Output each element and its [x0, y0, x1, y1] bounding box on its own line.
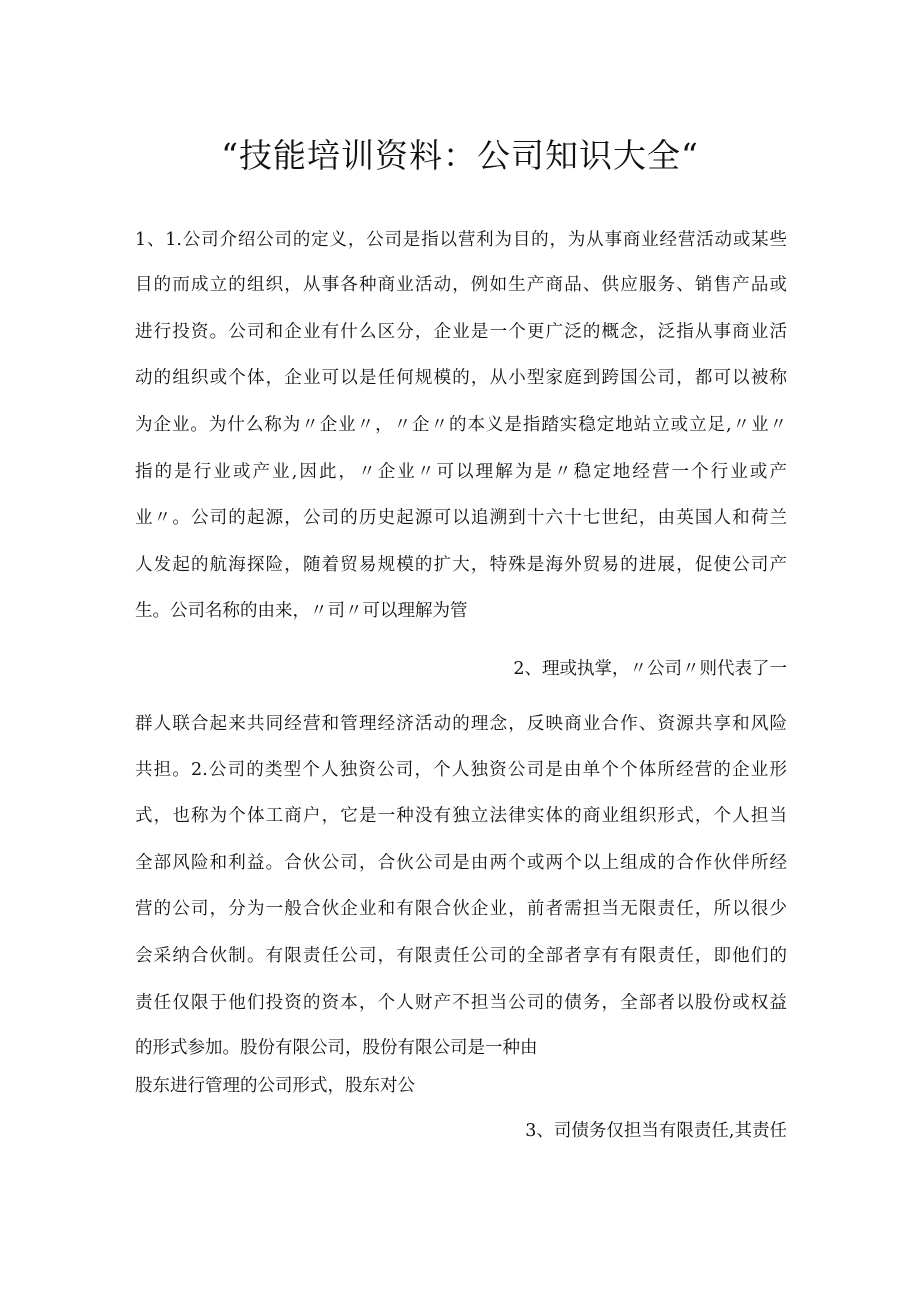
text-line: 目的而成立的组织，从事各种商业活动，例如生产商品、供应服务、销售产品或: [135, 275, 787, 295]
text-line: 群人联合起来共同经营和管理经济活动的理念，反映商业合作、资源共享和风险: [135, 714, 787, 734]
text-line: 为企业。为什么称为〃企业〃，〃企〃的本义是指踏实稳定地站立或立足,〃业〃: [135, 415, 787, 435]
document-title: “技能培训资料：公司知识大全“: [221, 136, 699, 175]
text-line: 的形式参加。股份有限公司，股份有限公司是一种由: [135, 1038, 538, 1058]
text-line: 2、理或执掌，〃公司〃则代表了一: [513, 659, 787, 679]
text-line: 营的公司，分为一般合伙企业和有限合伙企业，前者需担当无限责任，所以很少: [135, 899, 787, 919]
text-line: 业〃。公司的起源，公司的历史起源可以追溯到十六十七世纪，由英国人和荷兰: [135, 508, 787, 528]
text-line: 会采纳合伙制。有限责任公司，有限责任公司的全部者享有有限责任，即他们的: [135, 946, 787, 966]
text-line: 1、1.公司介绍公司的定义，公司是指以营利为目的，为从事商业经营活动或某些: [135, 230, 787, 250]
text-line: 人发起的航海探险，随着贸易规模的扩大，特殊是海外贸易的进展，促使公司产: [135, 555, 787, 575]
text-line: 指的是行业或产业,因此，〃企业〃可以理解为是〃稳定地经营一个行业或产: [135, 462, 787, 482]
text-line: 式，也称为个体工商户，它是一种没有独立法律实体的商业组织形式，个人担当: [135, 806, 787, 826]
text-line: 动的组织或个体，企业可以是任何规模的，从小型家庭到跨国公司，都可以被称: [135, 368, 787, 388]
text-line: 进行投资。公司和企业有什么区分，企业是一个更广泛的概念，泛指从事商业活: [135, 322, 787, 342]
text-line: 责任仅限于他们投资的资本，个人财产不担当公司的债务，全部者以股份或权益: [135, 993, 787, 1013]
text-line: 生。公司名称的由来，〃司〃可以理解为管: [135, 601, 468, 621]
text-line: 全部风险和利益。合伙公司，合伙公司是由两个或两个以上组成的合作伙伴所经: [135, 853, 787, 873]
text-line: 股东进行管理的公司形式，股东对公: [135, 1076, 415, 1096]
text-line: 共担。2.公司的类型个人独资公司，个人独资公司是由单个个体所经营的企业形: [135, 760, 787, 780]
text-line: 3、司债务仅担当有限责任,其责任: [525, 1121, 787, 1141]
